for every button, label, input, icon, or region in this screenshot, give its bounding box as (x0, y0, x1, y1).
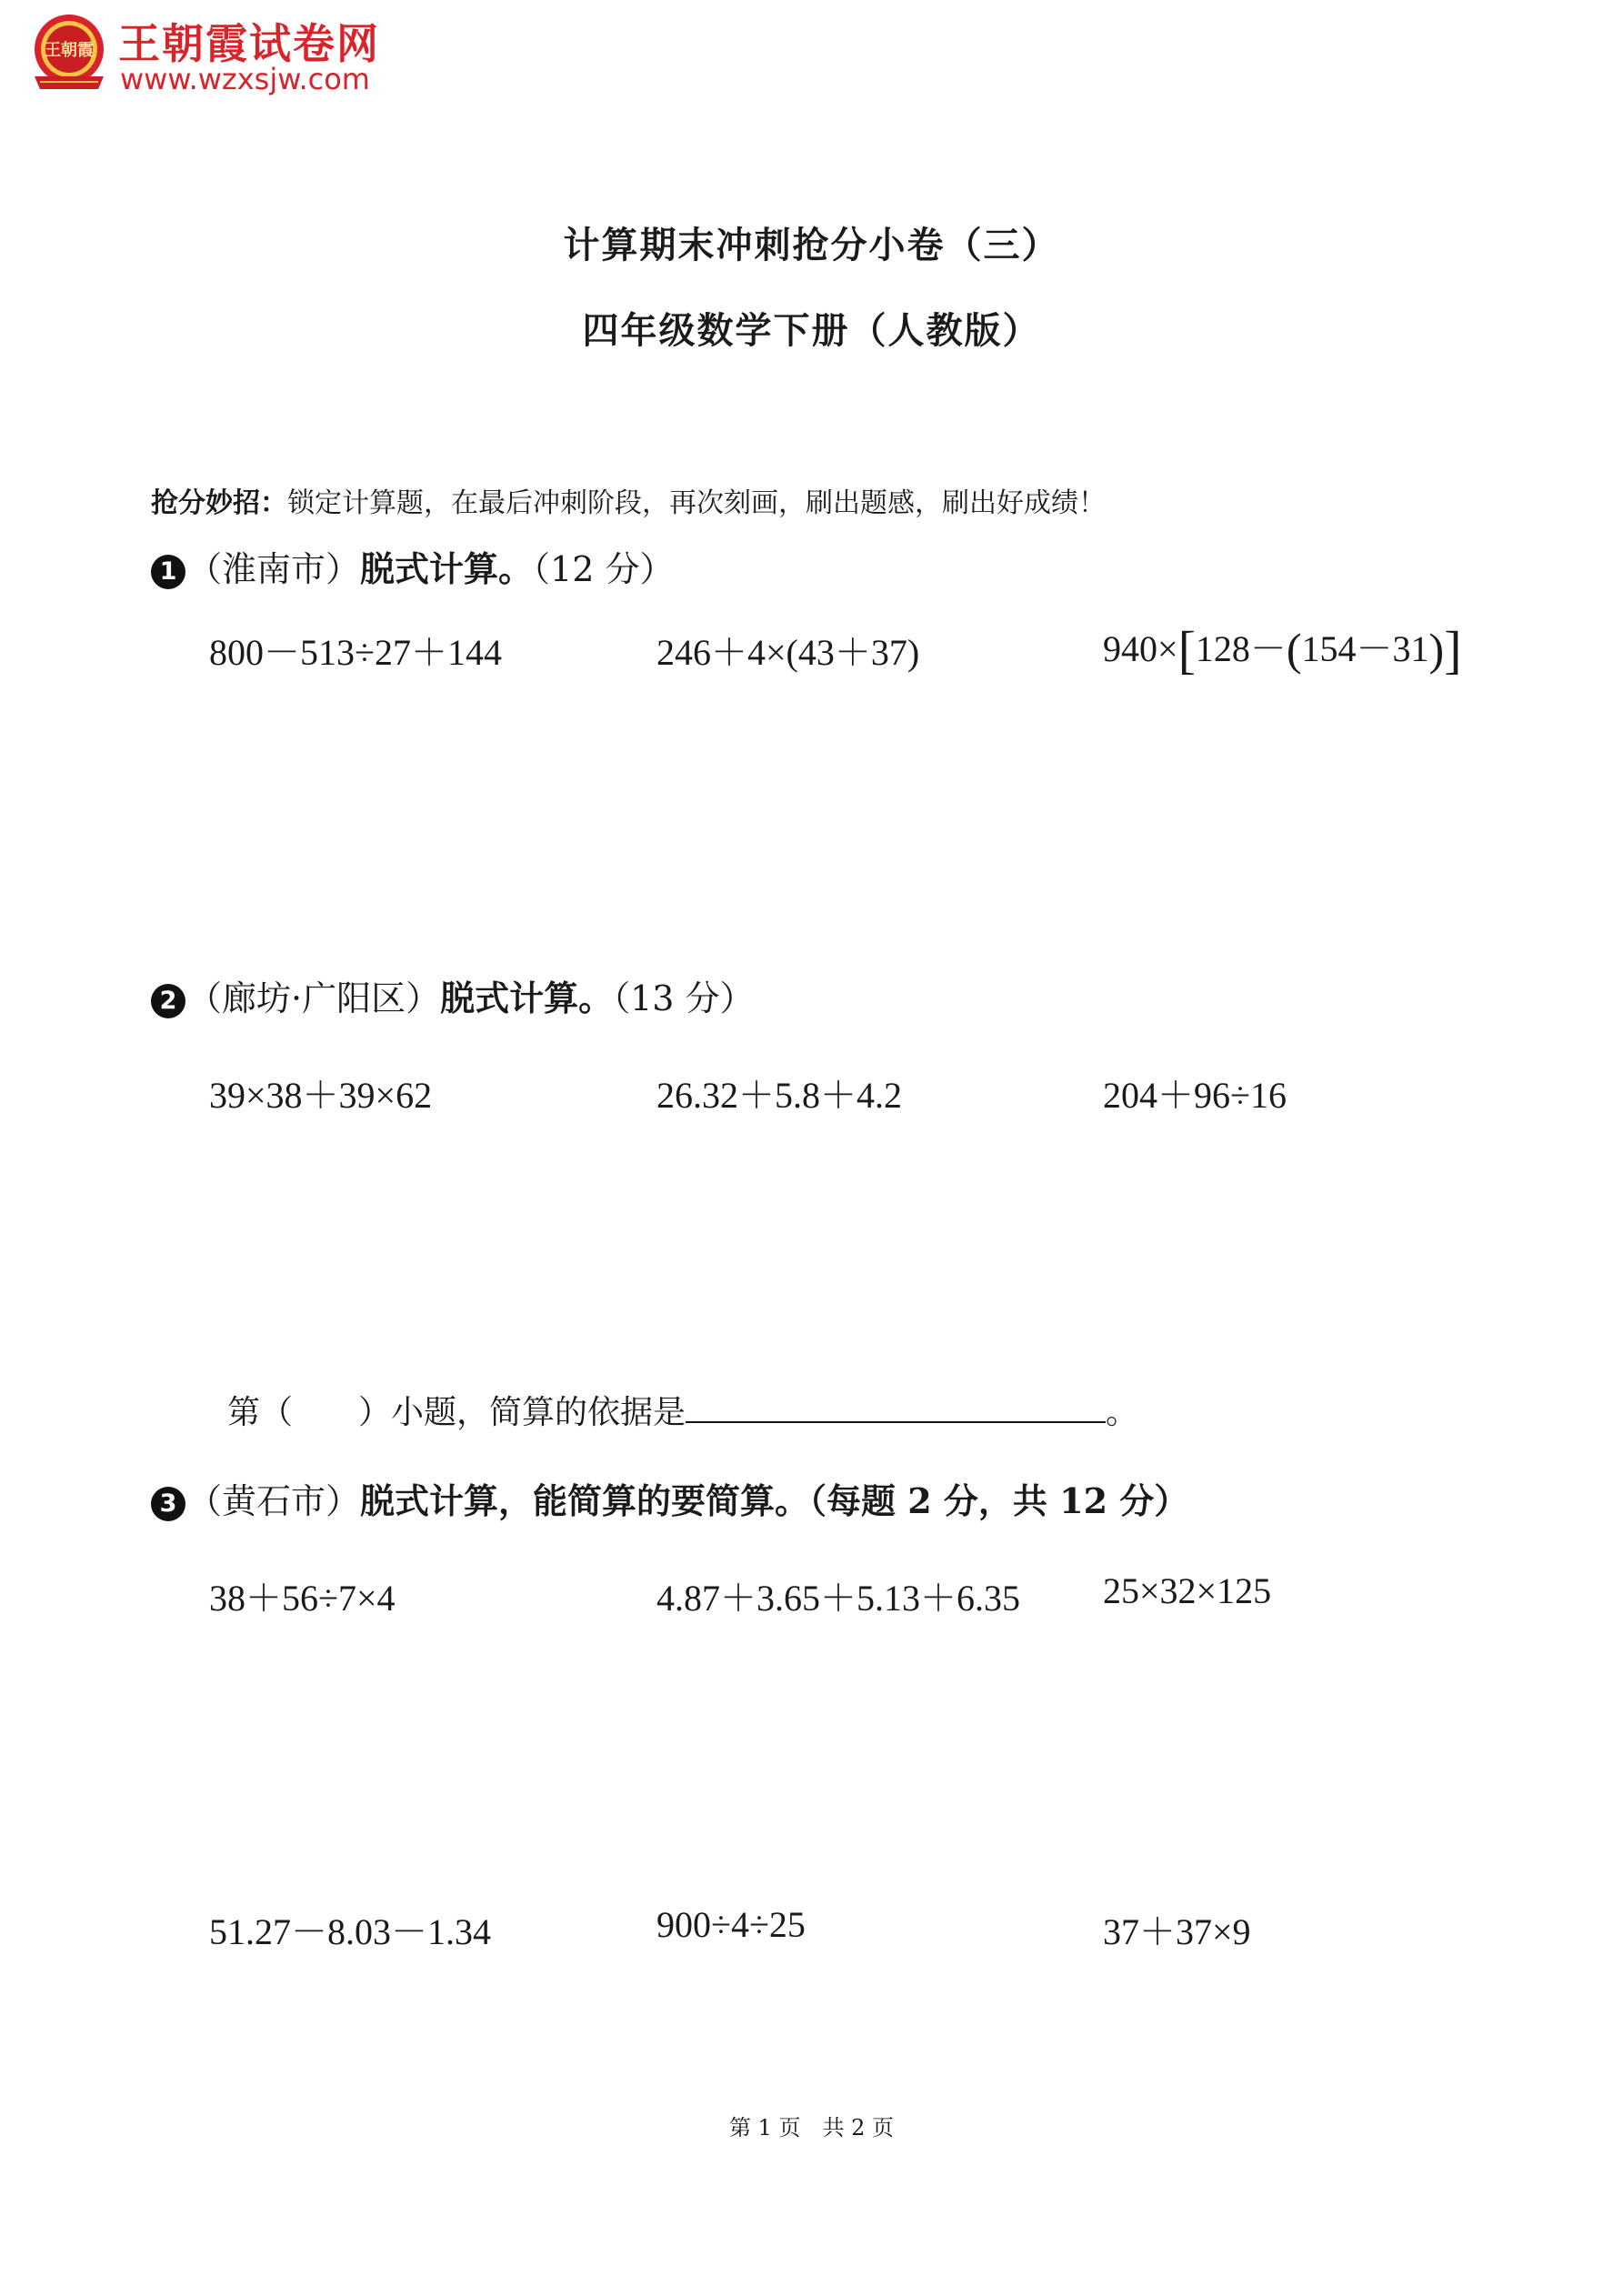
wangzhaoxia-logo (25, 9, 113, 96)
problem-3-1: 38＋56÷7×4 (209, 1578, 396, 1619)
left-bracket: [ (1177, 620, 1196, 679)
section-1-title (151, 541, 674, 591)
right-paren: ) (1428, 624, 1445, 675)
simplification-note (227, 1387, 1138, 1433)
brand-url[interactable]: www.wzxsjw.com (120, 62, 370, 96)
svg-text:王朝霞: 王朝霞 (45, 41, 94, 60)
number-marker-3: 3 (151, 1487, 185, 1521)
expr-part: 154－31 (1301, 628, 1429, 669)
tip-line (151, 480, 1106, 520)
right-bracket: ] (1444, 620, 1462, 679)
problem-1-3 (1103, 620, 1462, 677)
tip-label: 抢分妙招： (151, 487, 287, 519)
brand-name: 王朝霞试卷网 (118, 19, 380, 68)
problem-2-1: 39×38＋39×62 (209, 1075, 433, 1116)
section-2-region: （廊坊·广阳区） (187, 978, 441, 1018)
problem-3-3: 25×32×125 (1103, 1570, 1272, 1611)
problem-1-2: 246＋4×(43＋37) (656, 632, 920, 673)
problem-3-5: 900÷4÷25 (656, 1904, 806, 1945)
problem-3-2: 4.87＋3.65＋5.13＋6.35 (656, 1578, 1020, 1619)
expr-part: 940× (1103, 628, 1178, 669)
section-3-task: 脱式计算，能简算的要简算。 (360, 1480, 810, 1521)
left-paren: ( (1286, 624, 1302, 675)
problem-1-1: 800－513÷27＋144 (209, 632, 502, 673)
page-number: 第 1 页 共 2 页 (728, 2115, 895, 2141)
section-2-title (151, 970, 755, 1020)
number-marker-2: 2 (151, 984, 185, 1018)
section-3-score: （每题 2 分，共 12 分） (809, 1480, 1189, 1521)
note-prefix: 第（ ）小题，简算的依据是 (227, 1394, 686, 1431)
section-1-region: （淮南市） (187, 549, 361, 589)
problem-3-6: 37＋37×9 (1103, 1911, 1251, 1952)
section-1-task: 脱式计算。 (360, 548, 534, 589)
problem-3-4: 51.27－8.03－1.34 (209, 1911, 491, 1952)
problem-2-2: 26.32＋5.8＋4.2 (656, 1075, 902, 1116)
tip-text: 锁定计算题，在最后冲刺阶段，再次刻画，刷出题感，刷出好成绩！ (287, 487, 1106, 519)
section-3-region: （黄石市） (187, 1481, 361, 1521)
note-suffix: 。 (1106, 1394, 1139, 1431)
section-1-score: （12 分） (533, 549, 675, 589)
section-3-title (151, 1473, 1188, 1523)
section-2-score: （13 分） (613, 978, 755, 1018)
answer-blank[interactable] (686, 1394, 1106, 1423)
section-2-task: 脱式计算。 (440, 978, 614, 1018)
expr-part: 128－ (1195, 628, 1287, 669)
page-subtitle: 四年级数学下册（人教版） (582, 309, 1041, 352)
number-marker-1: 1 (151, 555, 185, 589)
page-title: 计算期末冲刺抢分小卷（三） (563, 224, 1060, 266)
problem-2-3: 204＋96÷16 (1103, 1075, 1287, 1116)
